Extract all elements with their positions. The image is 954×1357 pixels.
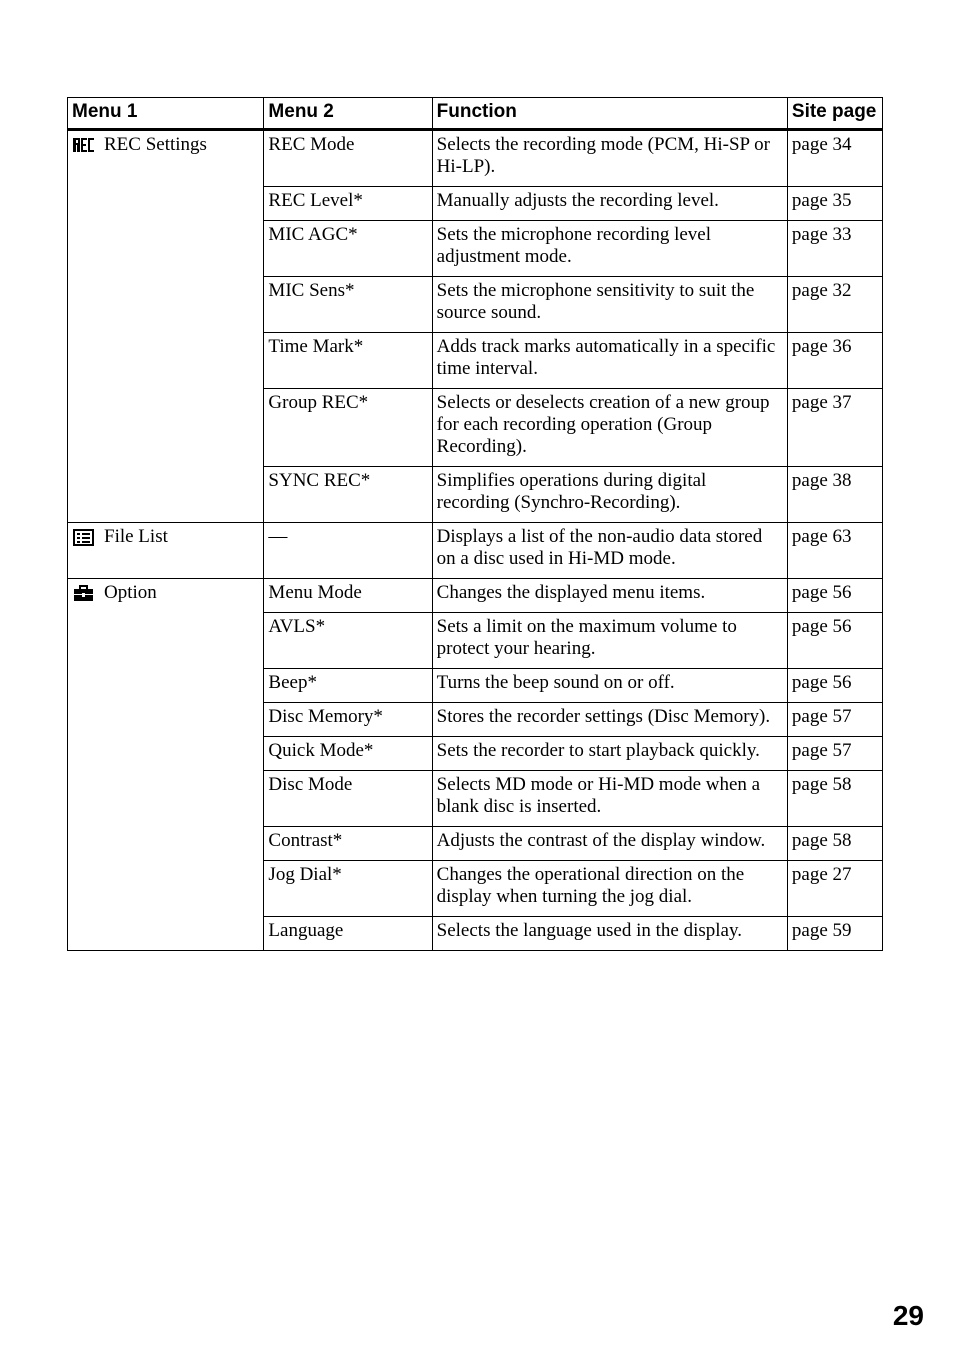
function-cell: Sets a limit on the maximum volume to protect your hearing.: [432, 613, 787, 669]
site-page-cell: page 37: [787, 389, 882, 467]
table-header-row: [68, 98, 883, 130]
menu2-cell: Group REC*: [264, 389, 432, 467]
function-cell: Adjusts the contrast of the display window.: [432, 827, 787, 861]
menu1-cell: [68, 130, 264, 523]
rec-icon: [72, 135, 96, 155]
header-site-page: Site page: [787, 98, 882, 130]
function-cell: Sets the microphone sensitivity to suit the source sound.: [432, 277, 787, 333]
menu2-cell: Quick Mode*: [264, 737, 432, 771]
function-cell: Sets the recorder to start playback quickly.: [432, 737, 787, 771]
menu2-cell: Disc Memory*: [264, 703, 432, 737]
menu1-label: File List: [104, 526, 168, 547]
function-cell: Manually adjusts the recording level.: [432, 187, 787, 221]
menu2-cell: Beep*: [264, 669, 432, 703]
site-page-cell: page 32: [787, 277, 882, 333]
table-body: [68, 130, 883, 951]
site-page-cell: page 34: [787, 130, 882, 187]
site-page-cell: page 35: [787, 187, 882, 221]
toolbox-icon: [72, 583, 96, 603]
menu1-cell: [68, 523, 264, 579]
menu2-cell: REC Mode: [264, 130, 432, 187]
site-page-cell: page 63: [787, 523, 882, 579]
menu2-cell: Disc Mode: [264, 771, 432, 827]
menu1-label: Option: [104, 582, 157, 603]
function-cell: Selects the language used in the display.: [432, 917, 787, 951]
function-cell: Turns the beep sound on or off.: [432, 669, 787, 703]
site-page-cell: page 27: [787, 861, 882, 917]
table-row: [68, 579, 883, 613]
site-page-cell: page 36: [787, 333, 882, 389]
site-page-cell: page 38: [787, 467, 882, 523]
menu2-cell: Language: [264, 917, 432, 951]
site-page-cell: page 56: [787, 579, 882, 613]
menu2-cell: SYNC REC*: [264, 467, 432, 523]
menu2-cell: MIC Sens*: [264, 277, 432, 333]
menu2-cell: REC Level*: [264, 187, 432, 221]
function-cell: Displays a list of the non-audio data stored on a disc used in Hi-MD mode.: [432, 523, 787, 579]
menu-table: [67, 97, 883, 951]
menu2-cell: Menu Mode: [264, 579, 432, 613]
header-menu1: Menu 1: [68, 98, 264, 130]
function-cell: Selects the recording mode (PCM, Hi-SP or Hi-LP).: [432, 130, 787, 187]
page-number: 29: [892, 1300, 924, 1331]
menu2-cell: Contrast*: [264, 827, 432, 861]
file-list-icon: [72, 527, 96, 547]
menu2-cell: Time Mark*: [264, 333, 432, 389]
menu2-cell: —: [264, 523, 432, 579]
site-page-cell: page 59: [787, 917, 882, 951]
table-row: [68, 523, 883, 579]
function-cell: Adds track marks automatically in a specific time interval.: [432, 333, 787, 389]
site-page-cell: page 33: [787, 221, 882, 277]
header-menu2: Menu 2: [264, 98, 432, 130]
function-cell: Selects or deselects creation of a new group for each recording operation (Group Recording).: [432, 389, 787, 467]
site-page-cell: page 57: [787, 737, 882, 771]
function-cell: Selects MD mode or Hi-MD mode when a blank disc is inserted.: [432, 771, 787, 827]
site-page-cell: page 56: [787, 669, 882, 703]
function-cell: Stores the recorder settings (Disc Memory).: [432, 703, 787, 737]
menu2-cell: Jog Dial*: [264, 861, 432, 917]
menu2-cell: MIC AGC*: [264, 221, 432, 277]
site-page-cell: page 58: [787, 771, 882, 827]
header-function: Function: [432, 98, 787, 130]
site-page-cell: page 58: [787, 827, 882, 861]
site-page-cell: page 56: [787, 613, 882, 669]
menu2-cell: AVLS*: [264, 613, 432, 669]
menu1-label: REC Settings: [104, 134, 207, 155]
function-cell: Changes the operational direction on the display when turning the jog dial.: [432, 861, 787, 917]
menu1-cell: [68, 579, 264, 951]
function-cell: Changes the displayed menu items.: [432, 579, 787, 613]
table-row: [68, 130, 883, 187]
site-page-cell: page 57: [787, 703, 882, 737]
function-cell: Sets the microphone recording level adjustment mode.: [432, 221, 787, 277]
function-cell: Simplifies operations during digital recording (Synchro-Recording).: [432, 467, 787, 523]
